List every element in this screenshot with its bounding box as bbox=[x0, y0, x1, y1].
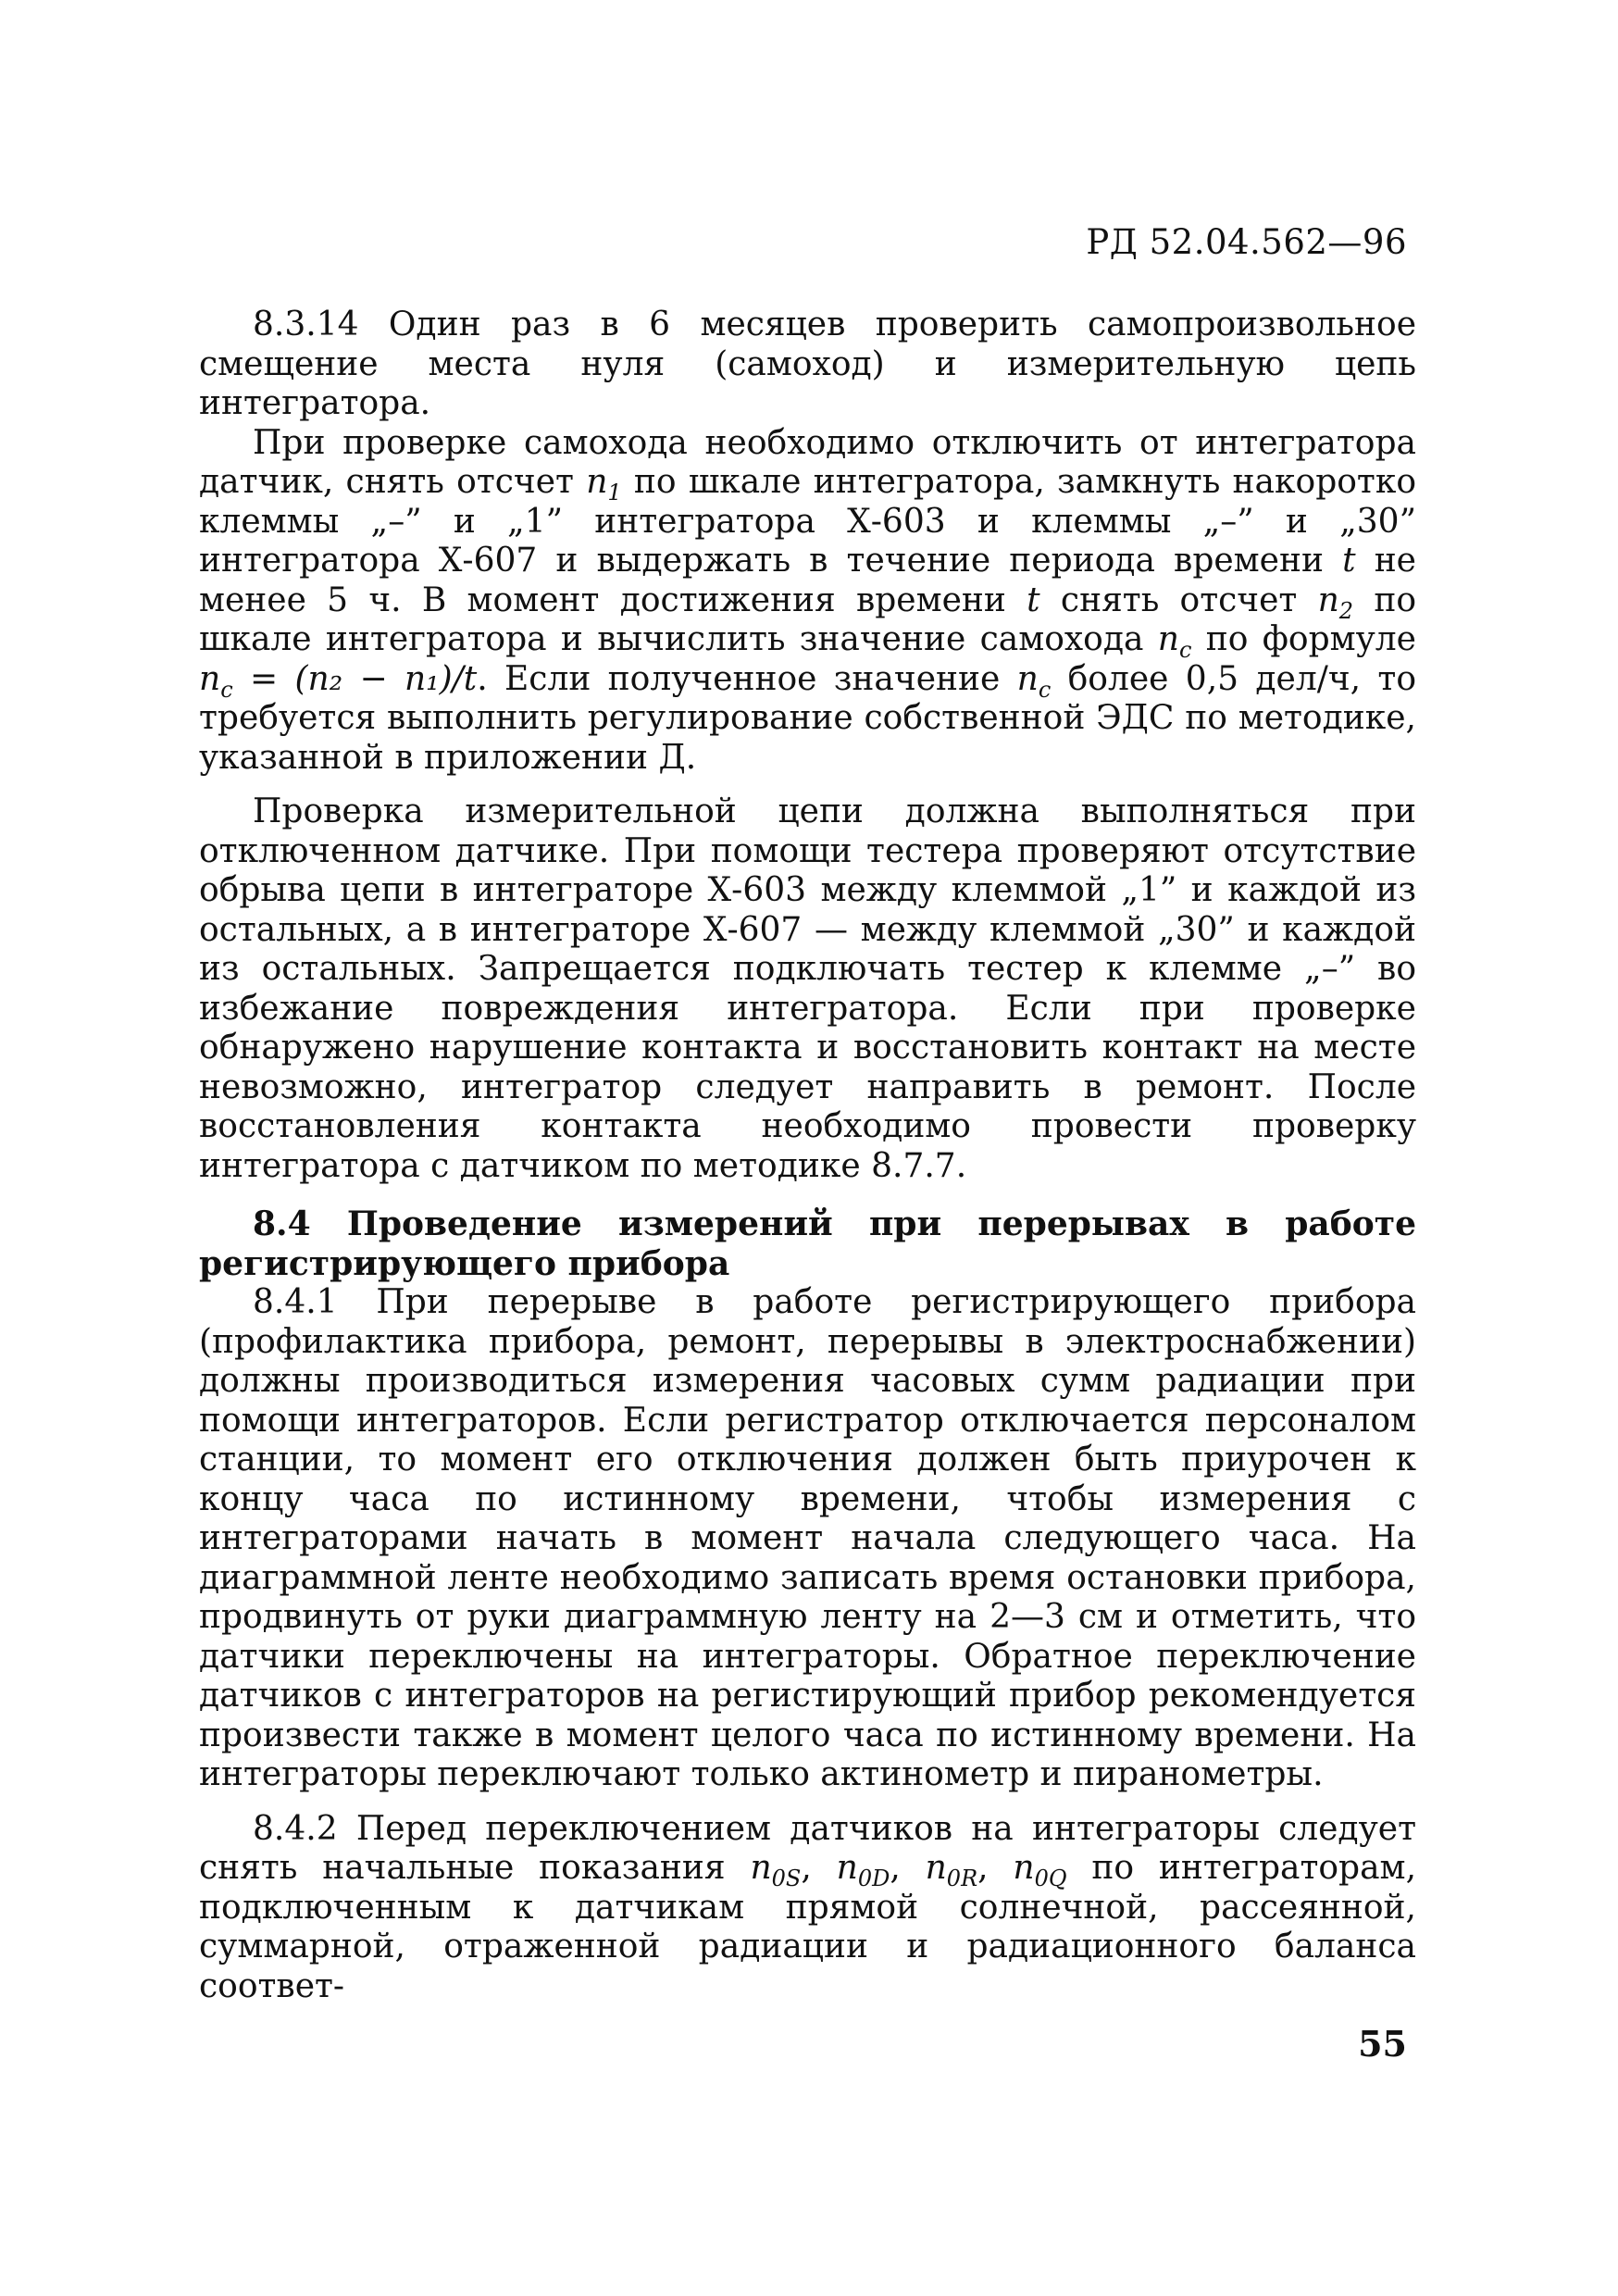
paragraph-circuit-check: Проверка измерительной цепи должна выполняться при отключенном датчике. При помощи тестера проверяют отсутствие обрыва цепи в интеграторе Х-603 между клеммой „1” и каждой из остальных, а в интеграторе Х-607 — между клеммой „30” и каждой из остальных. Запрещается подключать тестер к клемме „–” во избежание повреждения интегратора. Если при проверке обнаружено нарушение контакта и восстановить контакт на месте невозможно, интегратор следует направить в ремонт. После восстановления контакта необходимо провести проверку интегратора с датчиком по методике 8.7.7. bbox=[199, 792, 1416, 1185]
text-run: 8.4.2 Перед переключением датчиков на интеграторы следует снять начальные показания bbox=[199, 1809, 1416, 1887]
text-run: по шкале интегратора, замкнуть накоротко клеммы „–” и „1” интегратора Х-603 и клеммы „–” и „30” интегратора Х-607 и выдержать в течение периода времени bbox=[199, 463, 1416, 580]
paragraph-8-4-1: 8.4.1 При перерыве в работе регистрирующего прибора (профилактика прибора, ремонт, перерывы в электроснабжении) должны производиться измерения часовых сумм радиации при помощи интеграторов. Если регистратор отключается персоналом станции, то момент его отключения должен быть приурочен к концу часа по истинному времени, чтобы измерения с интеграторами начать в момент начала следующего часа. На диаграммной ленте необходимо записать время остановки прибора, продвинуть от руки диаграммную ленту на 2—3 см и отметить, что датчики переключены на интеграторы. Обратное переключение датчиков с интеграторов на регистирующий прибор рекомендуется произвести также в момент целого часа по истинному времени. На интеграторы переключают только актинометр и пиранометры. bbox=[199, 1283, 1416, 1793]
separator: , bbox=[977, 1849, 1014, 1887]
symbol-subscript: 0R bbox=[946, 1866, 978, 1891]
body-text bbox=[199, 306, 1416, 2006]
symbol-subscript: 0D bbox=[857, 1866, 890, 1891]
symbol-nc bbox=[1157, 620, 1192, 663]
symbol-letter: n bbox=[1013, 1849, 1035, 1887]
symbol-subscript: 0Q bbox=[1034, 1866, 1067, 1891]
symbol-subscript: c bbox=[1178, 637, 1192, 663]
symbol-letter: n bbox=[586, 463, 608, 501]
symbol-letter: n bbox=[1317, 580, 1339, 619]
symbol-n0R bbox=[925, 1849, 978, 1891]
separator: , bbox=[801, 1849, 837, 1887]
section-heading-8-4: 8.4 Проведение измерений при перерывах в работе регистрирующего прибора bbox=[199, 1204, 1416, 1283]
symbol-letter: n bbox=[1157, 620, 1179, 658]
page-number: 55 bbox=[1358, 2023, 1407, 2065]
symbol-n0D bbox=[836, 1849, 890, 1891]
text-run: более 0,5 дел/ч, то требуется выполнить регулирование собственной ЭДС по методике, указанной в приложении Д. bbox=[199, 659, 1417, 777]
symbol-subscript: 0S bbox=[771, 1866, 802, 1891]
separator: , bbox=[890, 1849, 926, 1887]
paragraph-self-drift-check bbox=[199, 424, 1416, 779]
text-run: по формуле bbox=[1205, 620, 1416, 658]
text-run: При проверке самохода необходимо отключить от интегратора датчик, снять отсчет bbox=[199, 423, 1416, 501]
symbol-n1 bbox=[586, 463, 622, 505]
symbol-letter: n bbox=[836, 1849, 858, 1887]
paragraph-8-3-14: 8.3.14 Один раз в 6 месяцев проверить самопроизвольное смещение места нуля (самоход) и измерительную цепь интегратора. bbox=[199, 306, 1416, 422]
paragraph-8-4-2 bbox=[199, 1810, 1416, 2007]
formula-expression: = (n₂ − n₁)/t bbox=[249, 659, 478, 698]
symbol-t: t bbox=[1027, 580, 1040, 619]
symbol-t: t bbox=[1342, 542, 1356, 580]
symbol-n0S bbox=[750, 1849, 802, 1891]
symbol-subscript: c bbox=[1038, 676, 1052, 703]
symbol-letter: n bbox=[750, 1849, 772, 1887]
text-run: не менее 5 ч. В момент достижения времени bbox=[199, 542, 1416, 619]
document-code-header: РД 52.04.562—96 bbox=[1086, 222, 1407, 262]
symbol-letter: n bbox=[925, 1849, 947, 1887]
text-run: . Если полученное значение bbox=[477, 659, 1001, 698]
symbol-nc bbox=[1016, 659, 1052, 703]
symbol-subscript: c bbox=[220, 676, 233, 703]
text-run: снять отсчет bbox=[1060, 580, 1298, 619]
symbol-n0Q bbox=[1013, 1849, 1067, 1891]
text-run: по интеграторам, подключенным к датчикам прямой солнечной, рассеянной, суммарной, отраженной радиации и радиационного баланса соответ- bbox=[199, 1849, 1417, 2005]
symbol-letter: n bbox=[1016, 659, 1039, 698]
symbol-letter: n bbox=[199, 659, 221, 698]
symbol-n2 bbox=[1317, 580, 1354, 624]
symbol-subscript: 1 bbox=[607, 480, 622, 505]
text-run: по шкале интегратора и вычислить значение самохода bbox=[199, 580, 1416, 658]
formula-self-drift bbox=[199, 659, 478, 703]
symbol-subscript: 2 bbox=[1338, 597, 1354, 624]
